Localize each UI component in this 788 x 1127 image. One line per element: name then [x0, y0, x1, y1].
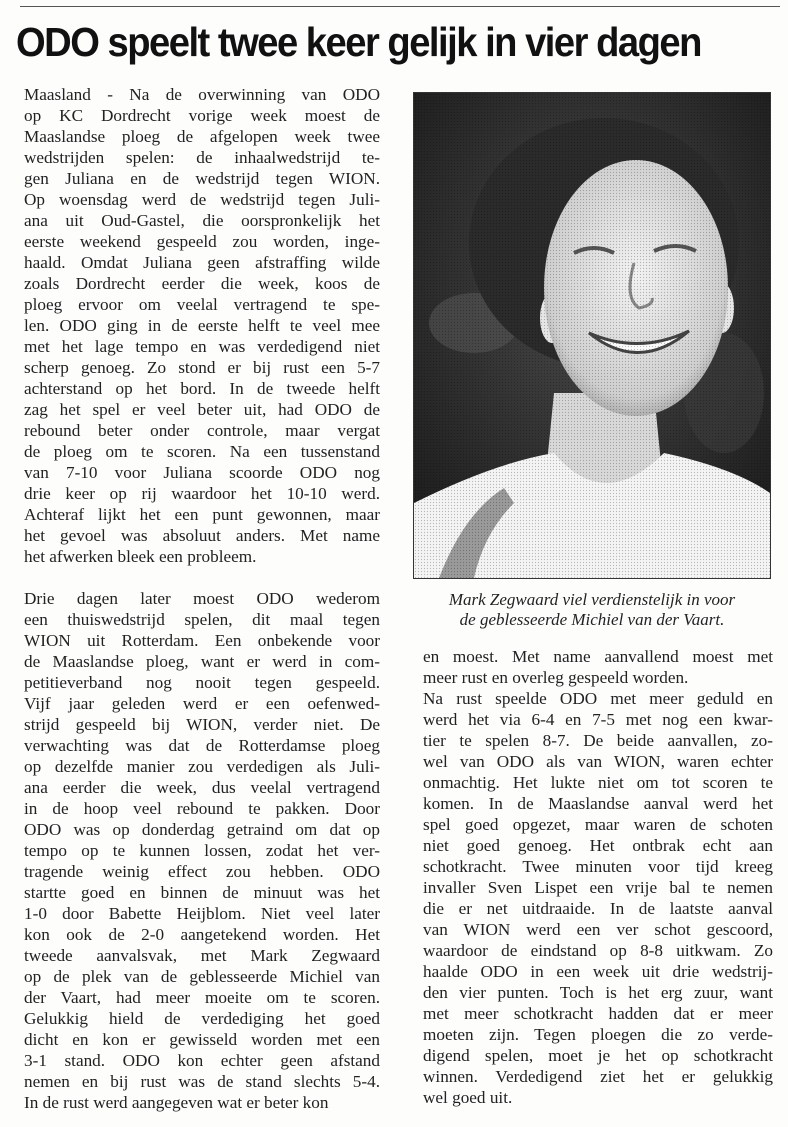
- text-line: een thuiswedstrijd spelen, dit maal tegen: [24, 610, 380, 629]
- text-line: verwachting was dat de Rotterdamse ploeg: [24, 736, 380, 755]
- text-line: Maaslandse ploeg de afgelopen week twee: [24, 127, 380, 146]
- headline: ODO speelt twee keer gelijk in vier dagen: [16, 19, 701, 65]
- text-line: en moest. Met name aanvallend moest met: [423, 647, 773, 666]
- text-line: wedstrijden spelen: de inhaalwedstrijd te-: [24, 148, 380, 167]
- text-line: Drie dagen later moest ODO wederom: [24, 589, 380, 608]
- text-line: drie keer op rij waardoor het 10-10 werd.: [24, 484, 380, 503]
- text-line: schotkracht. Twee minuten voor tijd kreeg: [423, 857, 773, 876]
- text-line: ana eerder die week, dus veelal vertragend: [24, 778, 380, 797]
- text-line: ODO was op donderdag getraind om dat op: [24, 820, 380, 839]
- text-line: niet goed genoeg. Het ontbrak echt aan: [423, 836, 773, 855]
- text-line: op dezelfde manier zou verdedigen als Juli-: [24, 757, 380, 776]
- top-rule: [20, 6, 780, 7]
- text-line: tragende weinig effect zou hebben. ODO: [24, 862, 380, 881]
- text-line: 3-1 stand. ODO kon echter geen afstand: [24, 1051, 380, 1070]
- text-line: waardoor de eindstand op 8-8 uitkwam. Zo: [423, 941, 773, 960]
- paragraph-gap: [24, 567, 380, 588]
- text-line: gen Juliana en de wedstrijd tegen WION.: [24, 169, 380, 188]
- text-line: rebound beter onder controle, maar vergat: [24, 421, 380, 440]
- text-line: len. ODO ging in de eerste helft te veel mee: [24, 316, 380, 335]
- text-line: kon ook de 2-0 aangetekend worden. Het: [24, 925, 380, 944]
- caption-line: de geblesseerde Michiel van der Vaart.: [459, 610, 725, 629]
- text-line: haalde ODO in een week uit drie wedstrij-: [423, 962, 773, 981]
- text-line: de ploeg om te scoren. Na een tussenstand: [24, 442, 380, 461]
- text-line: het afwerken bleek een probleem.: [24, 547, 257, 566]
- text-line: winnen. Verdedigend ziet het er gelukkig: [423, 1067, 773, 1086]
- caption-line: Mark Zegwaard viel verdienstelijk in voor: [448, 590, 736, 609]
- paragraph-1: [24, 84, 380, 567]
- text-line: digend spelen, moet je het op schotkracht: [423, 1046, 773, 1065]
- text-line: nemen en bij rust was de stand slechts 5-4.: [24, 1072, 380, 1091]
- text-line: onmachtig. Het lukte niet om tot scoren te: [423, 773, 773, 792]
- text-line: Maasland - Na de overwinning van ODO: [24, 85, 380, 104]
- text-line: 1-0 door Babette Heijblom. Niet veel later: [24, 904, 380, 923]
- text-line: die er net uitdraaide. In de laatste aanval: [423, 899, 773, 918]
- text-line: In de rust werd aangegeven wat er beter kon: [24, 1093, 329, 1112]
- text-line: moeten zijn. Tegen ploegen die zo verde-: [423, 1025, 773, 1044]
- left-column: [24, 84, 380, 1113]
- text-line: invaller Sven Lispet een vrije bal te nemen: [423, 878, 773, 897]
- text-line: den vier punten. Toch is het erg zuur, want: [423, 983, 773, 1002]
- text-line: ana uit Oud-Gastel, die oorspronkelijk het: [24, 211, 380, 230]
- text-line: met meer schotkracht hadden dat er meer: [423, 1004, 773, 1023]
- text-line: komen. In de Maaslandse aanval werd het: [423, 794, 773, 813]
- paragraph-2: [24, 588, 380, 1113]
- text-line: scherp genoeg. Zo stond er bij rust een 5-7: [24, 358, 380, 377]
- text-line: Achteraf lijkt het een punt gewonnen, maar: [24, 505, 380, 524]
- text-line: spel goed opgezet, maar waren de schoten: [423, 815, 773, 834]
- text-line: zoals Dordrecht eerder die week, koos de: [24, 274, 380, 293]
- text-line: Vijf jaar geleden werd er een oefenwed-: [24, 694, 380, 713]
- text-line: tier te spelen 8-7. De beide aanvallen, zo-: [423, 731, 773, 750]
- text-line: werd het via 6-4 en 7-5 met nog een kwar-: [423, 710, 773, 729]
- right-column: [423, 646, 773, 1108]
- text-line: de Maaslandse ploeg, want er werd in com-: [24, 652, 380, 671]
- text-line: wel goed uit.: [423, 1088, 513, 1107]
- text-line: ploeg ervoor om veelal vertragend te spe-: [24, 295, 380, 314]
- text-line: het gevoel was absoluut anders. Met name: [24, 526, 380, 545]
- text-line: startte goed en binnen de minuut was het: [24, 883, 380, 902]
- text-line: achterstand op het bord. In de tweede helft: [24, 379, 380, 398]
- text-line: strijd gespeeld bij WION, verder niet. De: [24, 715, 380, 734]
- text-line: petitieverband nog nooit tegen gespeeld.: [24, 673, 380, 692]
- text-line: Gelukkig hield de verdediging het goed: [24, 1009, 380, 1028]
- text-line: op KC Dordrecht vorige week moest de: [24, 106, 380, 125]
- text-line: wel van ODO als van WION, waren echter: [423, 752, 773, 771]
- text-line: tweede aanvalsvak, met Mark Zegwaard: [24, 946, 380, 965]
- text-line: op de plek van de geblesseerde Michiel van: [24, 967, 380, 986]
- text-line: eerste weekend gespeeld zou worden, inge-: [24, 232, 380, 251]
- text-line: met het lage tempo en was verdedigend niet: [24, 337, 380, 356]
- text-line: dicht en kon er gewisseld worden met een: [24, 1030, 380, 1049]
- text-line: meer rust en overleg gespeeld worden.: [423, 668, 689, 687]
- text-line: Op woensdag werd de wedstrijd tegen Juli-: [24, 190, 380, 209]
- photo-caption: [413, 590, 771, 630]
- text-line: zag het spel er veel beter uit, had ODO de: [24, 400, 380, 419]
- text-line: WION uit Rotterdam. Een onbekende voor: [24, 631, 380, 650]
- player-photo: [413, 92, 771, 579]
- portrait-image: [414, 93, 770, 578]
- text-line: Na rust speelde ODO met meer geduld en: [423, 689, 773, 708]
- paragraph-3: [423, 646, 773, 688]
- text-line: van 7-10 voor Juliana scoorde ODO nog: [24, 463, 380, 482]
- paragraph-4: [423, 688, 773, 1108]
- text-line: van WION werd een ver schot gescoord,: [423, 920, 773, 939]
- text-line: in de hoop veel rebound te pakken. Door: [24, 799, 380, 818]
- text-line: tempo op te kunnen lossen, zodat het ver-: [24, 841, 380, 860]
- text-line: der Vaart, had meer moeite om te scoren.: [24, 988, 380, 1007]
- text-line: haald. Omdat Juliana geen afstraffing wilde: [24, 253, 380, 272]
